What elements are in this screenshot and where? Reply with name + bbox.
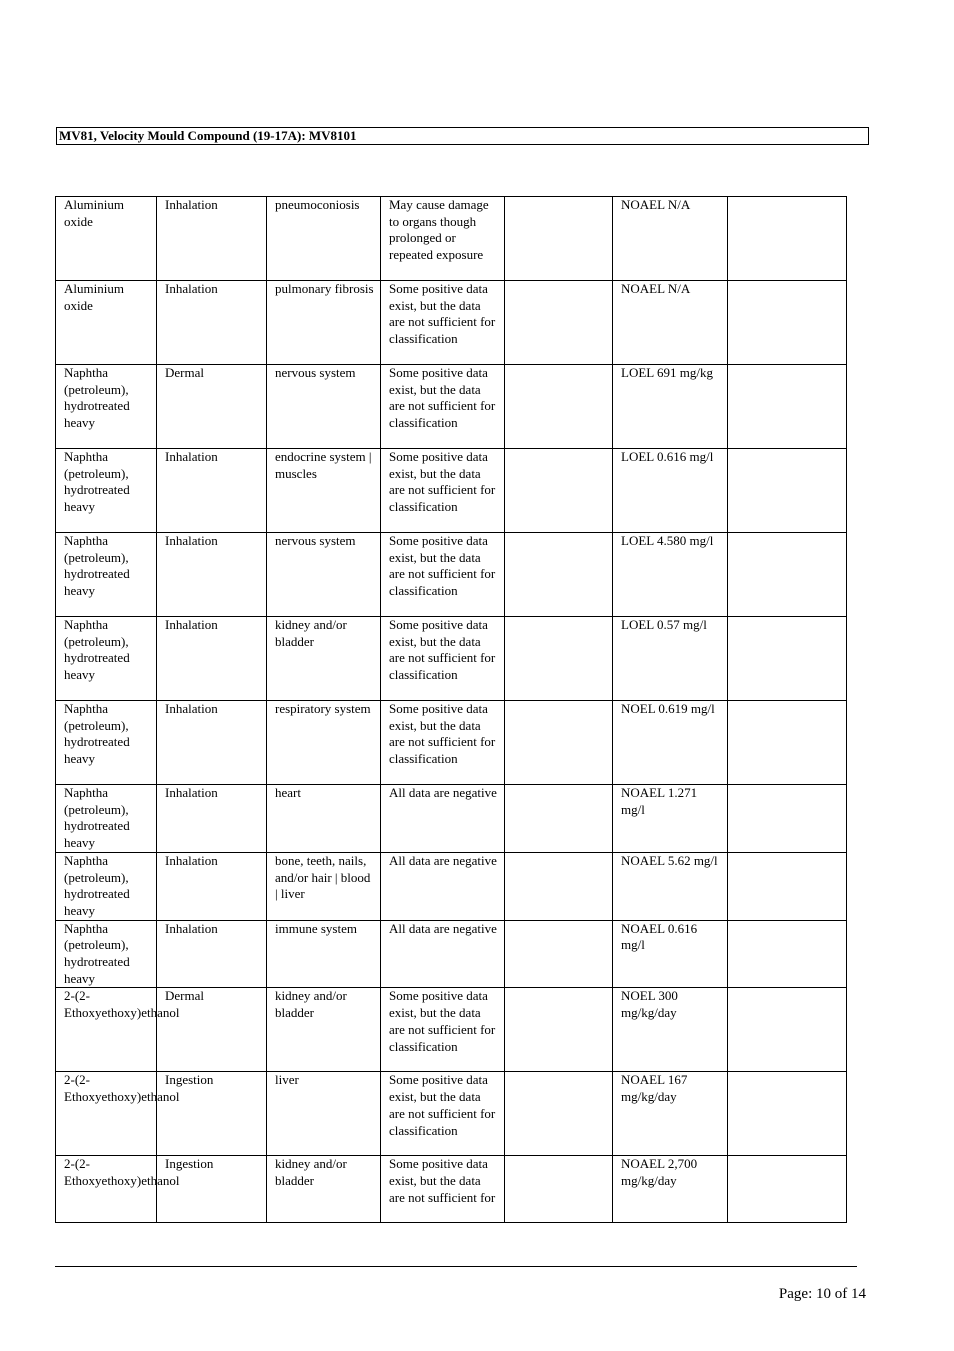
cell-name: 2-(2-Ethoxyethoxy)ethanol (56, 1072, 157, 1156)
cell-organ: nervous system (267, 365, 381, 449)
cell-organ: respiratory system (267, 701, 381, 785)
cell-duration (728, 920, 847, 988)
cell-species (505, 533, 613, 617)
cell-route: Inhalation (157, 197, 267, 281)
cell-result: NOAEL N/A (613, 281, 728, 365)
cell-name: Aluminium oxide (56, 197, 157, 281)
cell-route: Inhalation (157, 449, 267, 533)
cell-result: NOAEL 167 mg/kg/day (613, 1072, 728, 1156)
cell-species (505, 365, 613, 449)
cell-duration (728, 701, 847, 785)
cell-organ: pulmonary fibrosis (267, 281, 381, 365)
table-row (56, 365, 847, 449)
footer-divider (55, 1266, 857, 1267)
cell-route: Inhalation (157, 617, 267, 701)
table-row (56, 533, 847, 617)
cell-result: LOEL 4.580 mg/l (613, 533, 728, 617)
cell-duration (728, 1072, 847, 1156)
page-number: Page: 10 of 14 (778, 1286, 866, 1302)
cell-duration (728, 533, 847, 617)
cell-result: LOEL 0.616 mg/l (613, 449, 728, 533)
cell-species (505, 701, 613, 785)
table-row (56, 920, 847, 988)
cell-result: NOAEL 1.271 mg/l (613, 785, 728, 853)
cell-result: LOEL 691 mg/kg (613, 365, 728, 449)
cell-name: Aluminium oxide (56, 281, 157, 365)
toxicity-table-body (56, 197, 847, 1223)
cell-name: 2-(2-Ethoxyethoxy)ethanol (56, 1156, 157, 1223)
cell-route: Dermal (157, 988, 267, 1072)
cell-species (505, 852, 613, 920)
cell-species (505, 281, 613, 365)
cell-value: Some positive data exist, but the data are not sufficient for classification (381, 701, 505, 785)
cell-organ: kidney and/or bladder (267, 617, 381, 701)
cell-name: Naphtha (petroleum), hydrotreated heavy (56, 701, 157, 785)
cell-duration (728, 449, 847, 533)
cell-route: Inhalation (157, 852, 267, 920)
cell-value: All data are negative (381, 852, 505, 920)
cell-species (505, 617, 613, 701)
cell-result: NOEL 0.619 mg/l (613, 701, 728, 785)
table-row (56, 988, 847, 1072)
table-row (56, 852, 847, 920)
cell-value: Some positive data exist, but the data are not sufficient for classification (381, 617, 505, 701)
cell-value: All data are negative (381, 785, 505, 853)
cell-value: Some positive data exist, but the data are not sufficient for (381, 1156, 505, 1223)
cell-route: Inhalation (157, 281, 267, 365)
table-row (56, 701, 847, 785)
cell-result: LOEL 0.57 mg/l (613, 617, 728, 701)
cell-duration (728, 988, 847, 1072)
cell-route: Inhalation (157, 701, 267, 785)
cell-name: 2-(2-Ethoxyethoxy)ethanol (56, 988, 157, 1072)
cell-result: NOEL 300 mg/kg/day (613, 988, 728, 1072)
cell-route: Inhalation (157, 920, 267, 988)
cell-value: Some positive data exist, but the data are not sufficient for classification (381, 449, 505, 533)
cell-organ: heart (267, 785, 381, 853)
toxicity-table (55, 196, 847, 1223)
cell-organ: kidney and/or bladder (267, 988, 381, 1072)
cell-route: Inhalation (157, 533, 267, 617)
cell-route: Ingestion (157, 1156, 267, 1223)
table-row (56, 1072, 847, 1156)
table-row (56, 197, 847, 281)
cell-route: Ingestion (157, 1072, 267, 1156)
cell-duration (728, 281, 847, 365)
cell-name: Naphtha (petroleum), hydrotreated heavy (56, 785, 157, 853)
cell-name: Naphtha (petroleum), hydrotreated heavy (56, 617, 157, 701)
cell-duration (728, 365, 847, 449)
cell-name: Naphtha (petroleum), hydrotreated heavy (56, 852, 157, 920)
cell-name: Naphtha (petroleum), hydrotreated heavy (56, 365, 157, 449)
cell-duration (728, 785, 847, 853)
cell-value: Some positive data exist, but the data are not sufficient for classification (381, 533, 505, 617)
cell-value: Some positive data exist, but the data are not sufficient for classification (381, 1072, 505, 1156)
cell-name: Naphtha (petroleum), hydrotreated heavy (56, 449, 157, 533)
cell-result: NOAEL 5.62 mg/l (613, 852, 728, 920)
cell-duration (728, 1156, 847, 1223)
cell-species (505, 988, 613, 1072)
table-row (56, 617, 847, 701)
cell-organ: nervous system (267, 533, 381, 617)
cell-species (505, 197, 613, 281)
cell-duration (728, 197, 847, 281)
cell-name: Naphtha (petroleum), hydrotreated heavy (56, 533, 157, 617)
table-row (56, 1156, 847, 1223)
cell-organ: bone, teeth, nails, and/or hair | blood | liver (267, 852, 381, 920)
cell-species (505, 449, 613, 533)
cell-value: Some positive data exist, but the data are not sufficient for classification (381, 365, 505, 449)
cell-duration (728, 617, 847, 701)
cell-value: All data are negative (381, 920, 505, 988)
cell-organ: kidney and/or bladder (267, 1156, 381, 1223)
cell-species (505, 920, 613, 988)
cell-organ: immune system (267, 920, 381, 988)
cell-result: NOAEL 2,700 mg/kg/day (613, 1156, 728, 1223)
cell-organ: pneumoconiosis (267, 197, 381, 281)
cell-organ: endocrine system | muscles (267, 449, 381, 533)
document-title: MV81, Velocity Mould Compound (19-17A): MV8101 (56, 127, 869, 145)
table-row (56, 281, 847, 365)
cell-result: NOAEL N/A (613, 197, 728, 281)
cell-name: Naphtha (petroleum), hydrotreated heavy (56, 920, 157, 988)
table-row (56, 449, 847, 533)
cell-result: NOAEL 0.616 mg/l (613, 920, 728, 988)
cell-route: Dermal (157, 365, 267, 449)
cell-species (505, 785, 613, 853)
cell-duration (728, 852, 847, 920)
cell-organ: liver (267, 1072, 381, 1156)
cell-value: Some positive data exist, but the data are not sufficient for classification (381, 988, 505, 1072)
cell-species (505, 1072, 613, 1156)
cell-value: Some positive data exist, but the data are not sufficient for classification (381, 281, 505, 365)
cell-species (505, 1156, 613, 1223)
cell-value: May cause damage to organs though prolonged or repeated exposure (381, 197, 505, 281)
cell-route: Inhalation (157, 785, 267, 853)
table-row (56, 785, 847, 853)
